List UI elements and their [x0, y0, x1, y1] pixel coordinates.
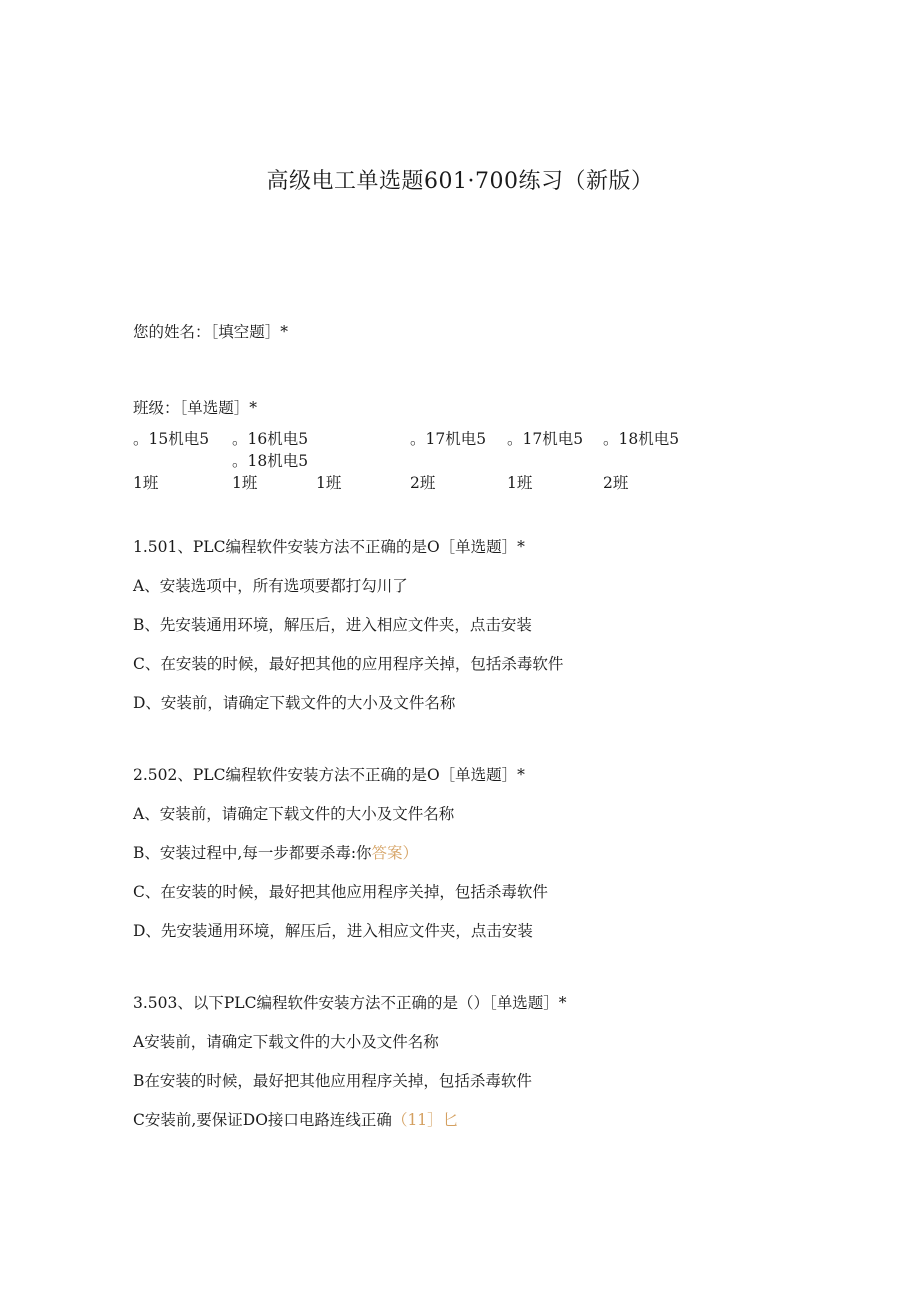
class-option[interactable]: 。16机电5 [232, 430, 309, 448]
class-option-suffix: 2班 [410, 474, 436, 492]
class-option[interactable]: 。18机电5 [603, 430, 680, 448]
answer-option[interactable]: D、安装前，请确定下载文件的大小及文件名称 [133, 694, 456, 712]
answer-option[interactable]: C、在安装的时候，最好把其他的应用程序关掉，包括杀毒软件 [133, 655, 564, 673]
question-stem: 3.503、以下PLC编程软件安装方法不正确的是（）［单选题］* [133, 994, 567, 1012]
answer-option[interactable]: C、在安装的时候，最好把其他应用程序关掉，包括杀毒软件 [133, 883, 548, 901]
answer-option[interactable]: B在安装的时候，最好把其他应用程序关掉，包括杀毒软件 [133, 1072, 532, 1090]
page-title: 高级电工单选题601·700练习（新版） [266, 169, 654, 194]
class-option[interactable]: 。17机电5 [410, 430, 487, 448]
class-option-suffix: 2班 [603, 474, 629, 492]
answer-option-text: B、安装过程中,每一步都要杀毒:你 [133, 844, 372, 862]
answer-option[interactable]: A、安装前，请确定下载文件的大小及文件名称 [133, 805, 455, 823]
name-question[interactable]: 您的姓名：［填空题］* [133, 323, 289, 341]
answer-option[interactable]: A安装前，请确定下载文件的大小及文件名称 [133, 1033, 439, 1051]
class-option[interactable]: 。18机电5 [232, 452, 309, 470]
question-stem: 1.501、PLC编程软件安装方法不正确的是O［单选题］* [133, 538, 525, 556]
answer-option[interactable]: B、先安装通用环境，解压后，进入相应文件夹，点击安装 [133, 616, 532, 634]
class-option[interactable]: 。15机电5 [133, 430, 210, 448]
answer-mark: 答案） [371, 844, 419, 862]
class-question-label: 班级：［单选题］* [133, 399, 258, 417]
class-option[interactable]: 。17机电5 [507, 430, 584, 448]
answer-option[interactable]: A、安装选项中，所有选项要都打勾川了 [133, 577, 408, 595]
class-option-suffix: 1班 [232, 474, 258, 492]
question-stem: 2.502、PLC编程软件安装方法不正确的是O［单选题］* [133, 766, 525, 784]
answer-mark: （11］匕 [391, 1111, 459, 1129]
answer-option-text: C安装前,要保证DO接口电路连线正确 [133, 1111, 392, 1129]
answer-option[interactable] [133, 1108, 458, 1130]
class-option-suffix: 1班 [316, 474, 342, 492]
class-option-suffix: 1班 [507, 474, 533, 492]
answer-option[interactable] [133, 841, 418, 863]
answer-option[interactable]: D、先安装通用环境，解压后，进入相应文件夹，点击安装 [133, 922, 533, 940]
class-option-suffix: 1班 [133, 474, 159, 492]
